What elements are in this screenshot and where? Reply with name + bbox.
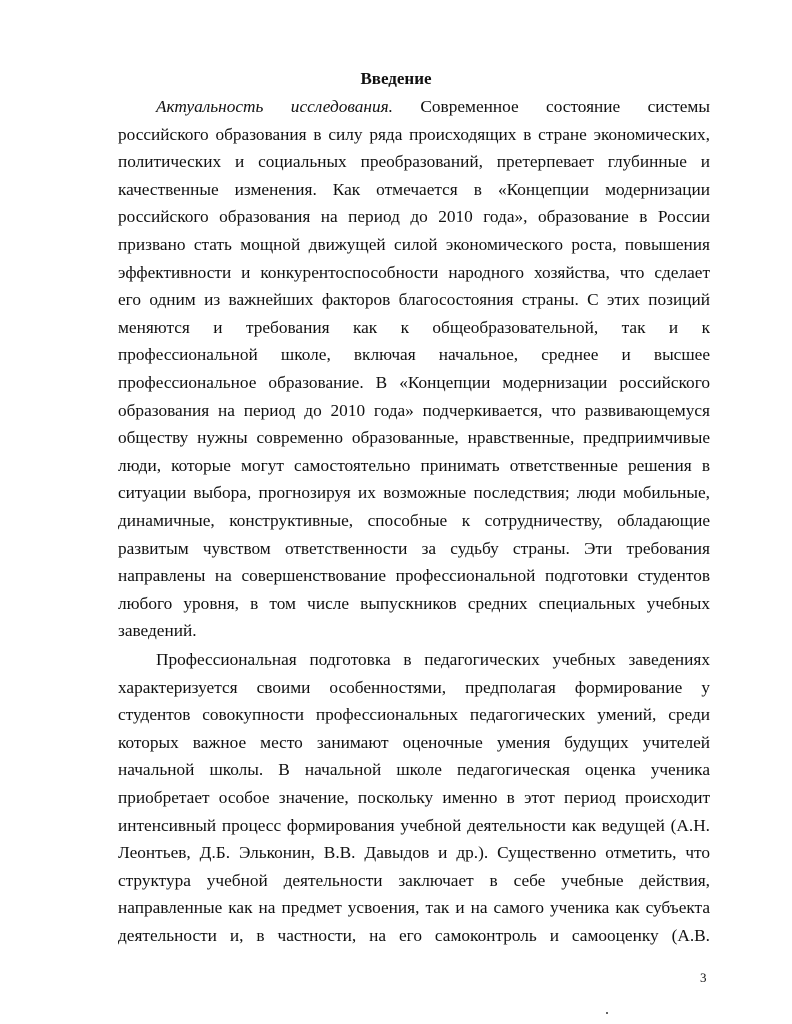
text-line: люди, которые могут самостоятельно принимать ответственные решения в: [118, 455, 710, 475]
text-line: качественные изменения. Как отмечается в «Концепции модернизации: [118, 179, 710, 199]
page-number: 3: [700, 970, 707, 985]
text-line: российского образования на период до 2010 года», образование в России: [118, 207, 710, 227]
text-line: развитым чувством ответственности за судьбу страны. Эти требования: [118, 538, 710, 558]
text-line: российского образования в силу ряда происходящих в стране экономических,: [118, 124, 710, 144]
text-line: политических и социальных преобразований, претерпевает глубинные и: [118, 152, 710, 172]
text-line: интенсивный процесс формирования учебной деятельности как ведущей (А.Н.: [118, 815, 710, 835]
text-line: динамичные, конструктивные, способные к сотрудничеству, обладающие: [118, 510, 710, 530]
text-line: любого уровня, в том числе выпускников средних специальных учебных: [118, 593, 710, 613]
text-line: профессиональной школе, включая начальное, среднее и высшее: [118, 345, 710, 365]
page-heading: Введение: [360, 69, 432, 88]
text-line-rest: Современное состояние системы: [420, 97, 710, 116]
text-line: меняются и требования как к общеобразовательной, так и к: [118, 317, 710, 337]
text-line: структура учебной деятельности заключает в себе учебные действия,: [118, 870, 710, 890]
scan-speck: [606, 1012, 608, 1014]
text-line: ситуации выбора, прогнозируя их возможные последствия; люди мобильные,: [118, 483, 710, 503]
text-line: заведений.: [118, 621, 197, 641]
text-line: профессиональное образование. В «Концепции модернизации российского: [118, 372, 710, 392]
text-line: Профессиональная подготовка в педагогических учебных заведениях: [156, 650, 710, 669]
text-line: студентов совокупности профессиональных педагогических умений, среди: [118, 705, 710, 725]
text-line: деятельности и, в частности, на его самоконтроль и самооценку (А.В.: [118, 925, 710, 945]
text-line: обществу нужны современно образованные, нравственные, предприимчивые: [118, 428, 710, 448]
text-line: призвано стать мощной движущей силой экономического роста, повышения: [118, 234, 710, 254]
lead-italic-phrase: Актуальность исследования.: [156, 97, 393, 116]
paragraph-training: [118, 646, 710, 950]
text-line: Леонтьев, Д.Б. Эльконин, В.В. Давыдов и др.). Существенно отметить, что: [118, 843, 710, 863]
text-line: начальной школы. В начальной школе педагогическая оценка ученика: [118, 760, 710, 780]
paragraph-relevance: [118, 93, 710, 645]
text-line: эффективности и конкурентоспособности народного хозяйства, что сделает: [118, 262, 710, 282]
text-line: направлены на совершенствование профессиональной подготовки студентов: [118, 566, 710, 586]
text-line: характеризуется своими особенностями, предполагая формирование у: [118, 677, 710, 697]
text-line: его одним из важнейших факторов благосостояния страны. С этих позиций: [118, 290, 710, 310]
text-line: [118, 93, 710, 121]
text-line: направленные как на предмет усвоения, так и на самого ученика как субъекта: [118, 898, 710, 918]
text-line: приобретает особое значение, поскольку именно в этот период происходит: [118, 787, 710, 807]
text-line: которых важное место занимают оценочные умения будущих учителей: [118, 732, 710, 752]
text-line: образования на период до 2010 года» подчеркивается, что развивающемуся: [118, 400, 710, 420]
